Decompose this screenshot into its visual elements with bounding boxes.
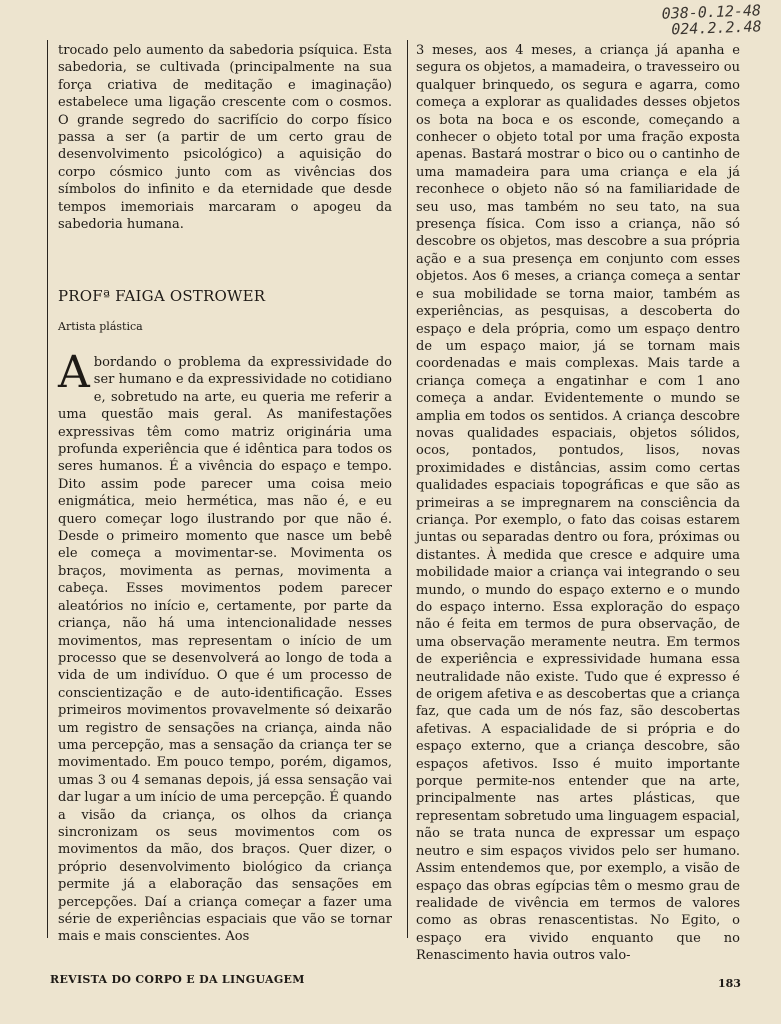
column-divider-rule [407,40,408,938]
left-column-continuation [58,42,392,233]
paper-speck [650,940,653,942]
journal-name-footer: REVISTA DO CORPO E DA LINGUAGEM [50,973,305,986]
stamp-line-1: 038-0.12-48 [661,1,762,23]
author-heading: PROFª FAIGA OSTROWER [58,287,266,305]
paper-speck [560,430,562,432]
stamp-line-2: 024.2.2.48 [670,17,762,39]
page-number: 183 [718,977,741,990]
article-start-text: bordando o problema da expressividade do ser humano e da expressividade no cotidiano e, sobretudo na arte, eu queria me referir a uma questão mais geral. As manifestações expressivas têm como matriz originária uma profunda experiência que é idêntica para todos os seres humanos. É a vivência do espaço e tempo. Dito assim pode parecer uma coisa meio enigmática, meio hermética, mas não é, e eu quero começar logo ilustrando por que não é. Desde o primeiro momento que nasce um bebê ele começa a movimentar-se. Movimenta os braços, movimenta as pernas, movimenta a cabeça. Esses movimentos podem parecer aleatórios no início e, certamente, por parte da criança, não há uma intencionalidade nesses movimentos, mas representam o início de um processo que se desenvolverá ao longo de toda a vida de um indivíduo. O que é um processo de conscientização e de auto-identificação. Esses primeiros movimentos provavelmente só deixarão um registro de sensações na criança, ainda não uma percepção, mas a sensação da criança ter se movimentado. Em pouco tempo, porém, digamos, umas 3 ou 4 semanas depois, já essa sensação vai dar lugar a um início de uma percepção. É quando a visão da criança, os olhos da criança sincronizam os seus movimentos com os movimentos da mão, dos braços. Quer dizer, o próprio desenvolvimento biológico da criança permite já a elaboração das sensações em percepções. Daí a criança começar a fazer uma série de experiências espaciais que vão se tornar mais e mais conscientes. Aos [58,355,392,945]
right-column [416,42,740,965]
author-role: Artista plástica [58,320,143,333]
drop-cap: A [58,347,90,398]
left-column-rule [47,40,48,938]
right-column-paragraph: 3 meses, aos 4 meses, a criança já apanha e segura os objetos, a mamadeira, o travesseiro ou qualquer brinquedo, os segura e agarra, como começa a explorar as qualidades desses objetos os bota na boca e os esconde, começando a conhecer o objeto total por uma fração exposta apenas. Bastará mostrar o bico ou o cantinho de uma mamadeira para uma criança e ela já reconhece o objeto não só na familiaridade de seu uso, mas também no seu tato, na sua presença física. Com isso a criança, não só descobre os objetos, mas descobre a sua própria ação e a sua presença em conjunto com esses objetos. Aos 6 meses, a criança começa a sentar e sua mobilidade se torna maior, também as experiências, as pesquisas, a descoberta do espaço e dela própria, como um espaço dentro de um espaço maior, já se tornam mais coordenadas e mais complexas. Mais tarde a criança começa a engatinhar e com 1 ano começa a andar. Evidentemente o mundo se amplia em todos os sentidos. A criança descobre novas qualidades espaciais, objetos sólidos, ocos, pontados, pontudos, lisos, novas proximidades e distâncias, assim como certas qualidades espaciais topográficas e que são as primeiras a se impregnarem na consciência da criança. Por exemplo, o fato das coisas estarem juntas ou separadas dentro ou fora, próximas ou distantes. À medida que cresce e adquire uma mobilidade maior a criança vai integrando o seu mundo, o mundo do espaço externo e o mundo do espaço interno. Essa exploração do espaço não é feita em termos de pura observação, de uma observação meramente neutra. Em termos de experiência e expressividade humana essa neutralidade não existe. Tudo que é expresso é de origem afetiva e as descobertas que a criança faz, que cada um de nós faz, são descobertas afetivas. A espacialidade de si própria e do espaço externo, que a criança descobre, são espaços afetivos. Isso é muito importante porque permite-nos entender que na arte, principalmente nas artes plásticas, que representam sobretudo uma linguagem espacial, não se trata nunca de expressar um espaço neutro e sim espaços vividos pelo ser humano. Assim entendemos que, por exemplo, a visão de espaço das obras egípcias têm o mesmo grau de realidade de vivência em termos de valores como as obras renascentistas. No Egito, o espaço era vivido enquanto que no Renascimento havia outros valo- [416,43,740,964]
article-start [58,347,392,946]
continuation-paragraph: trocado pelo aumento da sabedoria psíquica. Esta sabedoria, se cultivada (principalmente na sua força criativa de meditação e imaginação) estabelece uma ligação crescente com o cosmos. O grande segredo do sacrifício do corpo físico passa a ser (a partir de um certo grau de desenvolvimento psicológico) a aquisição do corpo cósmico junto com as vivências dos símbolos do infinito e da eternidade que desde tempos imemoriais marcaram o apogeu da sabedoria humana. [58,43,392,233]
archive-stamp [661,2,761,37]
paper-speck [210,760,212,762]
